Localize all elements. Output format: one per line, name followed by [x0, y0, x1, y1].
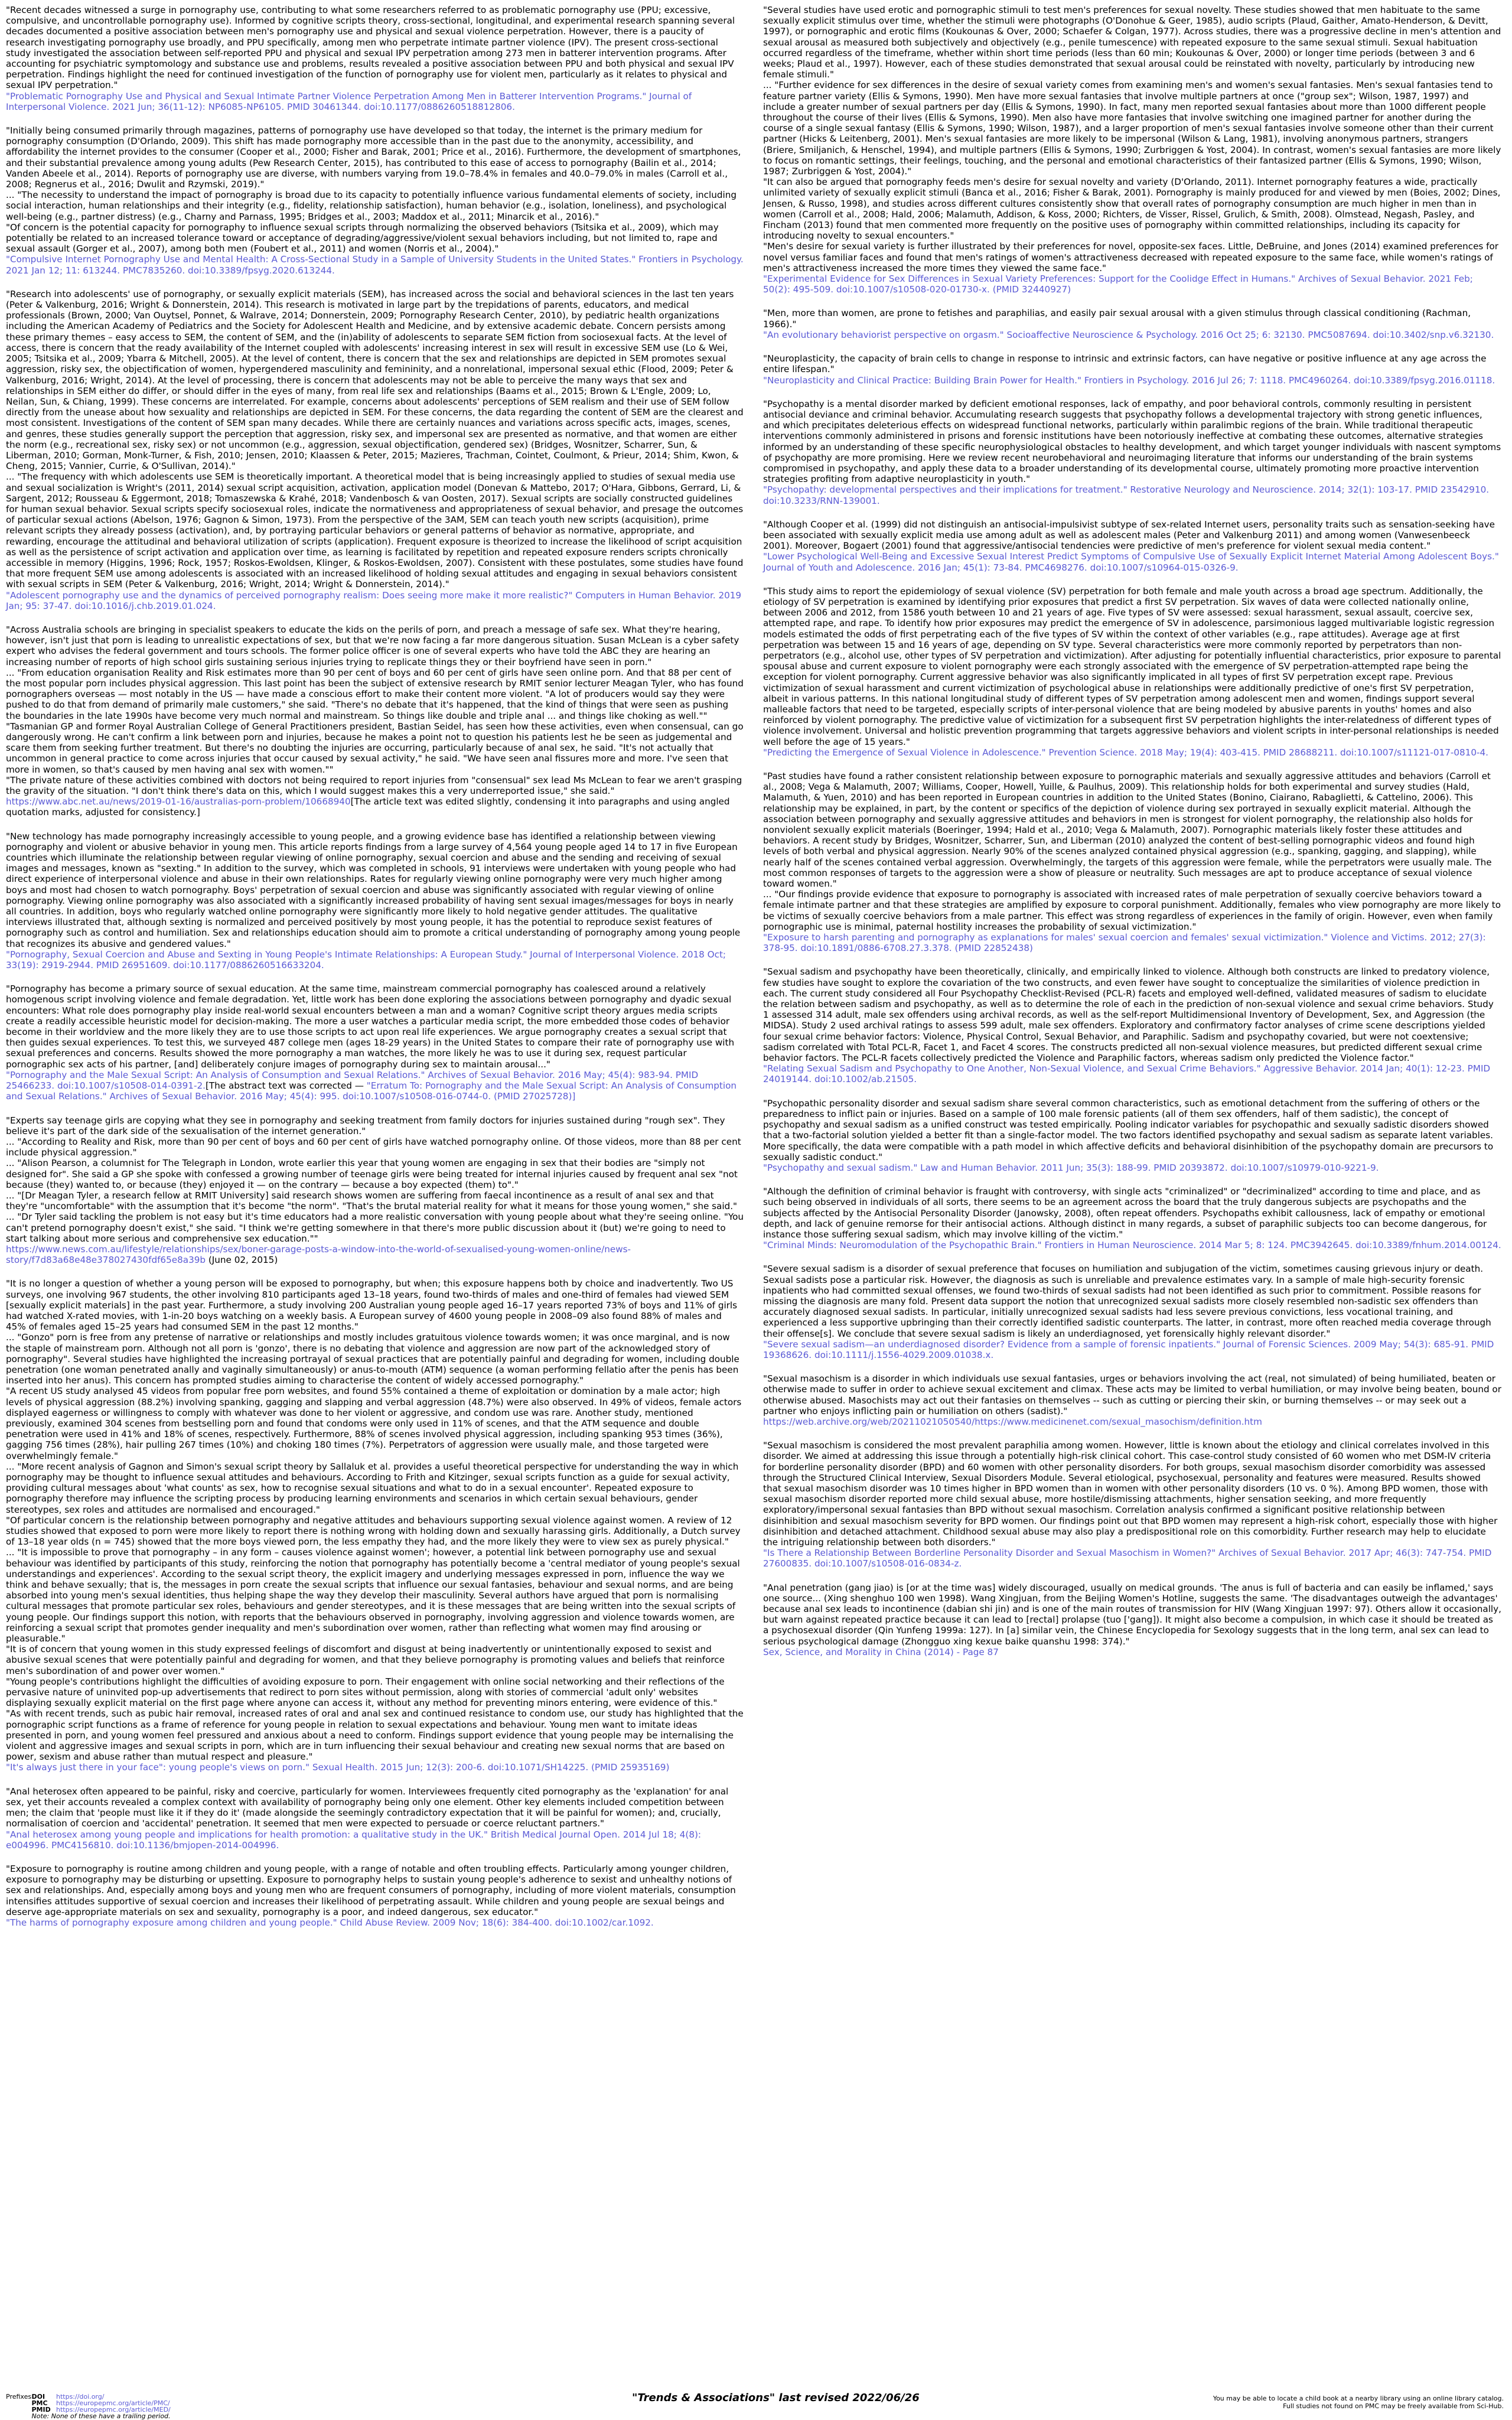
- prefix-note: Note: None of these have a trailing period.: [31, 2412, 171, 2420]
- right-column: [763, 5, 1504, 1670]
- quote-text: "Across Australia schools are bringing in specialist speakers to educate the kids on the perils of porn, and preach a message of safe sex. What they're hearing, however, isn't just that porn is leading to unrealistic expectations of sex, but that we're now facing a far more dangerous situation. Susan McLean is a cyber safety expert who advises the federal government and tours schools. The former police officer is one of several experts who have told the ABC they are hearing an increasing number of reports of high school girls sustaining serious injuries trying to replicate things they or their boyfriend have seen in porn." ... "From education organisation Reality and Risk estimates more than 90 per cent of boys and 60 per cent of girls have seen online porn. And that 88 per cent of the most popular porn includes physical aggression. This last point has been the subject of extensive research by RMIT senior lecturer Meagan Tyler, who has found pornographers overseas — most notably in the US — have made a conscious effort to make their content more violent. "A lot of producers would say they were pushed to do that from demand of primarily male customers," she said. "There's no debate that it's happened, that the kind of things that were seen as pushing the boundaries in the late 1990s have become very much normal and mainstream. So things like double and triple anal ... and things like choking as well."" "Tasmanian GP and former Royal Australian College of General Practitioners president, Bastian Seidel, has seen how these activities, even when consensual, can go dangerously wrong. He can't confirm a link between porn and injuries, because he makes a point not to question his patients lest he be seen as judgemental and scare them from seeking further treatment. But there's no doubting the injuries are occurring, particularly because of anal sex, he said. "It's not actually that uncommon in general practice to come across injuries that occur caused by sexual activity," he said. "We have seen anal fissures more and more. I've seen that more in women, so that's caused by men having anal sex with women."" "The private nature of these activities combined with doctors not being required to report injuries from "consensual" sex lead Ms McLean to fear we aren't grasping the gravity of the situation. "I don't think there's data on this, which I would suggest makes this a very underreported issue," she said.": [6, 624, 744, 797]
- revised-date: "Trends & Associations" last revised 2022/06/26: [632, 2392, 920, 2404]
- quote-entry: [763, 1373, 1504, 1427]
- quote-text: "Sexual sadism and psychopathy have been theoretically, clinically, and empirically linked to violence. Although both constructs are linked to predatory violence, few studies have sought to explore the covariation of the two constructs, and even fewer have sought to conceptualize the similarities of violence prediction in each. The current study considered all Four Psychopathy Checklist-Revised (PCL-R) facets and employed well-defined, validated measures of sadism to elucidate the relation between sadism and psychopathy, as well as to determine the role of each in the prediction of non-sexual violence and sexual crime behaviors. Study 1 assessed 314 adult, male sex offenders using archival records, as well as the self-report Multidimensional Inventory of Development, Sex, and Aggression (the MIDSA). Study 2 used archival ratings to assess 599 adult, male sex offenders. Exploratory and confirmatory factor analyses of crime scene descriptions yielded four sexual crime behavior factors: Violence, Physical Control, Sexual Behavior, and Paraphilic. Sadism and psychopathy covaried, but were not coextensive; sadism correlated with Total PCL-R, Facet 1, and Facet 4 scores. The constructs predicted all non-sexual violence measures, but predicted different sexual crime behavior factors. The PCL-R facets collectively predicted the Violence and Paraphilic factors, whereas sadism only predicted the Violence factor.": [763, 966, 1497, 1064]
- citation-link[interactable]: "Pornography and the Male Sexual Script: An Analysis of Consumption and Sexual Relations." Archives of Sexual Behavior. 2016 May; 45(4): 983-94. PMID 25466233. doi:10.1007/s10508-014-0391-2.[The abstract text was corrected — "Erratum To: Pornography and the Male Sexual Script: An Analysis of Consumption and Sexual Relations." Archives of Sexual Behavior. 2016 May; 45(4): 995. doi:10.1007/s10508-016-0744-0. (PMID 27025728)]: [6, 1069, 737, 1102]
- quote-text: "Anal heterosex often appeared to be painful, risky and coercive, particularly for women. Interviewees frequently cited pornography as the 'explanation' for anal sex, yet their accounts revealed a complex context with availability of pornography being only one element. Other key elements included competition between men; the claim that 'people must like it if they do it' (made alongside the seemingly contradictory expectation that it will be painful for women); and, crucially, normalisation of coercion and 'accidental' penetration. It seemed that men were expected to persuade or coerce reluctant partners.": [6, 1786, 732, 1829]
- disclaimer-library: You may be able to locate a child book at a nearby library using an online library catalog.: [1213, 2395, 1504, 2402]
- quote-text: "Experts say teenage girls are copying what they see in pornography and seeking treatment from family doctors for injuries sustained during "rough sex". They believe it's part of the dark side of the sexualisation of the internet generation." ... "According to Reality and Risk, more than 90 per cent of boys and 60 per cent of girls have watched pornography online. Of those videos, more than 88 per cent include physical aggression." ... "Alison Pearson, a columnist for The Telegraph in London, wrote earlier this year that young women are engaging in sex that their bodies are "simply not designed for". She said a GP she spoke with confessed a growing number of teenage girls were being treated for internal injuries caused by frequent anal sex "not because (they) wanted to, or because (they) enjoyed it — on the contrary — because a boy expected (them) to"." ... "[Dr Meagan Tyler, a research fellow at RMIT University] said research shows women are suffering from faecal incontinence as a result of anal sex and that they're "uncomfortable" with the assumption that it's become "the norm". "That's the brutal material reality for what it means for those young women," she said." ... "Dr Tyler said tackling the problem is not easy but it's time educators had a more realistic conversation with young people about what they're seeing online. "You can't pretend pornography doesn't exist," she said. "I think we're getting somewhere in that there's more public discussion about it (but) we're going to need to start talking about more serious and comprehensive sex education."": [6, 1115, 744, 1244]
- citation-link[interactable]: "Severe sexual sadism—an underdiagnosed disorder? Evidence from a sample of forensic inpatients." Journal of Forensic Sciences. 2009 May; 54(3): 685-91. PMID 19368626. doi:10.1111/j.1556-4029.2009.01038.x.: [763, 1338, 1494, 1360]
- quote-entry: [6, 624, 744, 818]
- quote-entry: [6, 125, 744, 276]
- citation-link[interactable]: https://www.abc.net.au/news/2019-01-16/australias-porn-problem/10668940[The article text was edited slightly, condensing it into paragraphs and using angled quotation marks, adjusted for consistency.]: [6, 796, 730, 818]
- citation-link[interactable]: "Compulsive Internet Pornography Use and Mental Health: A Cross-Sectional Study in a Sample of University Students in the United States." Frontiers in Psychology. 2021 Jan 12; 11: 613244. PMC7835260. doi:10.3389/fpsyg.2020.613244.: [6, 254, 744, 276]
- citation-link[interactable]: "Psychopathy: developmental perspectives and their implications for treatment." Restorative Neurology and Neuroscience. 2014; 32(1): 103-17. PMID 23542910. doi:10.3233/RNN-139001.: [763, 484, 1490, 506]
- erratum-citation-link[interactable]: "Erratum To: Pornography and the Male Sexual Script: An Analysis of Consumption and Sexual Relations." Archives of Sexual Behavior. 2016 May; 45(4): 995. doi:10.1007/s10508-016-0744-0. (PMID 27025728)]: [6, 1080, 737, 1102]
- quote-text: "Research into adolescents' use of pornography, or sexually explicit materials (SEM), has increased across the social and behavioral sciences in the last ten years (Peter & Valkenburg, 2016; Wright & Donnerstein, 2014). This research is motivated in large part by the trepidations of parents, educators, and medical professionals (Brown, 2000; Van Ouytsel, Ponnet, & Walrave, 2014; Donnerstein, 2009; Pornography Research Center, 2010), by pediatric health organizations including the American Academy of Pediatrics and the Society for Adolescent Health and Medicine, and by extensive academic debate. Concern persists among these primary themes – easy access to SEM, the content of SEM, and the (in)ability of adolescents to separate SEM fiction from sociosexual facts. At the level of access, there is concern that the ready availability of the Internet coupled with adolescents' increasing interest in sex will result in excessive SEM use (Lo & Wei, 2005; Tsitsika et al., 2009; Ybarra & Mitchell, 2005). At the level of content, there is concern that the sex and relationships are depicted in SEM promotes sexual aggression, risky sex, the objectification of women, hypergendered masculinity and femininity, and a nonrelational, impersonal sexual ethic (Flood, 2009; Peter & Valkenburg, 2016; Wright, 2014). At the level of processing, there is concern that adolescents may not be able to perceive the many ways that sex and relationships in SEM either do differ, or should differ in the eyes of many, from real life sex and relationships (Baams et al., 2015; Brown & L'Engle, 2009; Lo, Neilan, Sun, & Chiang, 1999). These concerns are interrelated. For example, concerns about adolescents' perceptions of SEM realism and their use of SEM follow directly from the unease about how sexuality and relationships are depicted in SEM. For these concerns, the data regarding the content of SEM are the clearest and most consistent. Investigations of the content of SEM span many decades. While there are certainly nuances and variations across specific acts, images, scenes, and genres, these studies generally support the perception that aggression, risky sex, and impersonal sex are presented as normative, and that women are either the norm (e.g., recreational sex, risky sex) or not uncommon (e.g., aggression, sexual objectification, gendered sex) (Bridges, Wosnitzer, Scharrer, Sun, & Liberman, 2010; Gorman, Monk-Turner, & Fish, 2010; Jensen, 2010; Klaassen & Peter, 2015; Mazieres, Trachman, Cointet, Coulmont, & Prieur, 2014; Shim, Kwon, & Cheng, 2015; Vannier, Currie, & O'Sullivan, 2014)." ... "The frequency with which adolescents use SEM is theoretically important. A theoretical model that is being increasingly applied to studies of sexual media use and sexual socialization is Wright's (2011, 2014) sexual script acquisition, activation, application model (Donevan & Mattebo, 2017; O'Hara, Gibbons, Gerrard, Li, & Sargent, 2012; Rousseau & Eggermont, 2018; Tomaszewska & Krahé, 2018; Vandenbosch & van Oosten, 2017). Sexual scripts are socially constructed guidelines for human sexual behavior. Sexual scripts specify sociosexual roles, indicate the normativeness and appropriateness of sexual behavior, and presage the outcomes of particular sexual actions (Abelson, 1976; Gagnon & Simon, 1973). From the perspective of the 3AM, SEM can teach youth new scripts (acquisition), prime relevant scripts they already possess (activation), and, by portraying particular behaviors or general patterns of behavior as normative, appropriate, and rewarding, encourage the attitudinal and behavioral utilization of scripts (application). Frequent exposure is theorized to increase the likelihood of script acquisition as well as the persistence of script activation and application over time, as learning is facilitated by repetition and repeated exposure renders scripts chronically accessible in memory (Higgins, 1996; Rock, 1957; Roskos-Ewoldsen, Klinger, & Roskos-Ewoldsen, 2007). Consistent with these postulates, some studies have found that more frequent SEM use among adolescents is associated with an increased likelihood of holding sexual attitudes and engaging in sexual behaviors consistent with sexual scripts in SEM (Peter & Valkenburg, 2016; Wright, 2014; Wright & Donnerstein, 2014).": [6, 288, 744, 590]
- citation-link[interactable]: "The harms of pornography exposure among children and young people." Child Abuse Review. 2009 Nov; 18(6): 384-400. doi:10.1002/car.1092.: [6, 1917, 654, 1928]
- quote-entry: [6, 1786, 744, 1851]
- quote-entry: [763, 519, 1501, 573]
- citation-link[interactable]: "Relating Sexual Sadism and Psychopathy to One Another, Non-Sexual Violence, and Sexual Crime Behaviors." Aggressive Behavior. 2014 Jan; 40(1): 12-23. PMID 24019144. doi:10.1002/ab.21505.: [763, 1063, 1491, 1085]
- quote-entry: [763, 398, 1504, 506]
- citation-link[interactable]: "Lower Psychological Well-Being and Excessive Sexual Interest Predict Symptoms of Compulsive Use of Sexually Explicit Internet Material Among Adolescent Boys." Journal of Youth and Adolescence. 2016 Jan; 45(1): 73-84. PMC4698276. doi:10.1007/s10964-015-0326-9.: [763, 551, 1499, 573]
- citation-link[interactable]: "Neuroplasticity and Clinical Practice: Building Brain Power for Health." Frontiers in Psychology. 2016 Jul 26; 7: 1118. PMC4960264. doi:10.3389/fpsyg.2016.01118.: [763, 374, 1495, 386]
- citation-link[interactable]: "Criminal Minds: Neuromodulation of the Psychopathic Brain." Frontiers in Human Neuroscience. 2014 Mar 5; 8: 124. PMC3942645. doi:10.3389/fnhum.2014.00124.: [763, 1240, 1501, 1251]
- quote-entry: [763, 1440, 1501, 1569]
- quote-text: "Men, more than women, are prone to fetishes and paraphilias, and easily pair sexual arousal with a given stimulus through classical conditioning (Rachman, 1966).": [763, 308, 1474, 330]
- citation-link[interactable]: "Anal heterosex among young people and implications for health promotion: a qualitative study in the UK." British Medical Journal Open. 2014 Jul 18; 4(8): e004996. PMC4156810. doi:10.1136/bmjopen-2014-004996.: [6, 1829, 702, 1851]
- citation-link[interactable]: "Predicting the Emergence of Sexual Violence in Adolescence." Prevention Science. 2018 May; 19(4): 403-415. PMID 28688211. doi:10.1007/s11121-017-0810-4.: [763, 747, 1488, 758]
- quote-text: "Although the definition of criminal behavior is fraught with controversy, with single acts "criminalized" or "decriminalized" according to time and place, and as such being observed in individuals of all sorts, there seems to be an agreement across the board that the truly dangerous subjects are psychopaths and the subjects affected by the Antisocial Personality Disorder (Janowsky, 2008), often repeat offenders. Psychopaths exhibit callousness, lack of empathy or emotional depth, and lack of genuine remorse for their antisocial actions. Although distinct in many regards, a subset of paraphilic subjects too can become dangerous, for instance those suffering sexual sadism, which may involve killing of the victim.": [763, 1186, 1490, 1240]
- quote-entry: [6, 983, 744, 1102]
- citation-note: [The abstract text was corrected —: [205, 1080, 367, 1092]
- citation-link[interactable]: "Problematic Pornography Use and Physical and Sexual Intimate Partner Violence Perpetration Among Men in Batterer Intervention Programs." Journal of Interpersonal Violence. 2021 Jun; 36(11-12): NP6085-NP6105. PMID 30461344. doi:10.1177/0886260518812806.: [6, 90, 692, 112]
- citation-link[interactable]: Sex, Science, and Morality in China (2014) - Page 87: [763, 1646, 999, 1657]
- quote-entry: [763, 308, 1501, 340]
- quote-text: "Past studies have found a rather consistent relationship between exposure to pornographic materials and sexually aggressive attitudes and behaviors (Carroll et al., 2008; Vega & Malamuth, 2007; Williams, Cooper, Howell, Yuille, & Paulhus, 2009). This relationship holds for both experimental and survey studies (Hald, Malamuth, & Yuen, 2010) and has been reported in European countries in addition to the United States (Bonino, Ciairano, Rabaglietti, & Cattelino, 2006). This relationship may be explained, in part, by the content or specifics of the depiction of violence during sex portrayed in sexually explicit material. Although the association between pornography and sexually aggressive attitudes and behaviors in men is strongest for violent pornography, the relationship also holds for nonviolent sexually explicit materials (Boeringer, 1994; Hald et al., 2010; Vega & Malamuth, 2007). Pornographic materials likely foster these attitudes and behaviors. A recent study by Bridges, Wosnitzer, Scharrer, Sun, and Liberman (2010) analyzed the content of best-selling pornographic videos and found high levels of both verbal and physical aggression. Nearly 90% of the scenes analyzed contained physical aggression (e.g., spanking, gagging, and slapping), while nearly half of the scenes contained verbal aggression. Overwhelmingly, the targets of this aggression were female, while the perpetrators were usually male. The most common responses of targets to the aggression were a show of pleasure or neutrality. Such messages are apt to produce acceptance of sexual violence toward women." ... "Our findings provide evidence that exposure to pornography is associated with increased rates of male perpetration of sexually coercive behaviors toward a female intimate partner and that these strategies are amplified by exposure to corporal punishment. Additionally, females who view pornography are more likely to be victims of sexually coercive behaviors from a male partner. This effect was strong regardless of experiences in the family of origin. However, even when family pornographic use is minimal, paternal hostility increases the probability of sexual victimization.": [763, 771, 1501, 932]
- quote-text: "Initially being consumed primarily through magazines, patterns of pornography use have developed so that today, the internet is the primary medium for pornography consumption (D'Orlando, 2009). This shift has made pornography more accessible than in the past due to the anonymity, accessibility, and affordability the internet provides to the consumer (Cooper et al., 2000; Fisher and Barak, 2001; Price et al., 2016). Furthermore, the development of smartphones, and their substantial prevalence among young adults (Pew Research Center, 2015), has contributed to this ease of access to pornography (Bailin et al., 2014; Vanden Abeele et al., 2014). Reports of pornography use are diverse, with numbers varying from 19.0–78.4% in females and 40.0–79.0% in males (Carroll et al., 2008; Regnerus et al., 2016; Dwulit and Rzymski, 2019)." ... "The necessity to understand the impact of pornography is broad due to its capacity to potentially influence various fundamental elements of society, including social interaction, human relationships and their integrity (e.g., fidelity, relationship satisfaction), human behavior (e.g., isolation, loneliness), and psychological well-being (e.g., partner distress) (e.g., Charny and Parnass, 1995; Bridges et al., 2003; Maddox et al., 2011; Minarcik et al., 2016)." "Of concern is the potential capacity for pornography to influence sexual scripts through normalizing the observed behaviors (Tsitsika et al., 2009), which may potentially be related to an increased tolerance toward or acceptance of degrading/aggressive/violent sexual behaviors including, but not limited to, rape and sexual assault (Gorger et al., 2007), among both men (Foubert et al., 2011) and women (Norris et al., 2004).": [6, 125, 741, 255]
- quote-entry: [763, 1186, 1501, 1250]
- citation-link[interactable]: "Pornography, Sexual Coercion and Abuse and Sexting in Young People's Intimate Relationships: A European Study." Journal of Interpersonal Violence. 2018 Oct; 33(19): 2919-2944. PMID 26951609. doi:10.1177/0886260516633204.: [6, 949, 726, 971]
- citation-link[interactable]: "It's always just there in your face": young people's views on porn." Sexual Health. 2015 Jun; 12(3): 200-6. doi:10.1071/SH14225. (PMID 25935169): [6, 1762, 670, 1773]
- quote-entry: [763, 966, 1501, 1084]
- prefix-list: [6, 2393, 171, 2419]
- quote-entry: [6, 1864, 744, 1928]
- quote-text: "Exposure to pornography is routine among children and young people, with a range of notable and often troubling effects. Particularly among younger children, exposure to pornography may be disturbing or upsetting. Exposure to pornography helps to sustain young people's adherence to sexist and unhealthy notions of sex and relationships. And, especially among boys and young men who are frequent consumers of pornography, including of more violent materials, consumption intensifies attitudes supportive of sexual coercion and increases their likelihood of perpetrating assault. While children and young people are sexual beings and deserve age-appropriate materials on sex and sexuality, pornography is a poor, and indeed dangerous, sex educator.": [6, 1863, 739, 1917]
- quote-text: "Psychopathic personality disorder and sexual sadism share several common characteristics, such as emotional detachment from the suffering of others or the preparedness to inflict pain or injuries. Based on a sample of 100 male forensic patients (all of them sex offenders, half of them sadistic), the concept of psychopathy and sexual sadism as a unified construct was tested empirically. Pooling indicator variables for psychopathic and sexually sadistic disorders showed that a two-factorial solution yielded a better fit than a single-factor model. The two factors identified psychopathy and sexual sadism as separate latent variables. More specifically, the data were compatible with a path model in which affective deficits and behavioral disinhibition of the psychopathy domain are precursors to sexually sadistic conduct.": [763, 1097, 1496, 1162]
- citation-link[interactable]: "Adolescent pornography use and the dynamics of perceived pornography realism: Does seeing more make it more realistic?" Computers in Human Behavior. 2019 Jan; 95: 37-47. doi:10.1016/j.chb.2019.01.024.: [6, 589, 742, 611]
- citation-link[interactable]: https://web.archive.org/web/20211021050540/https://www.medicinenet.com/sexual_masochism/definition.htm: [763, 1416, 1262, 1427]
- quote-text: "Neuroplasticity, the capacity of brain cells to change in response to intrinsic and extrinsic factors, can have negative or positive influence at any age across the entire lifespan.": [763, 353, 1490, 375]
- quote-entry: [763, 585, 1504, 758]
- quote-text: "Anal penetration (gang jiao) is [or at the time was] widely discouraged, usually on medical grounds. 'The anus is full of bacteria and can easily be inflamed,' says one source... (Xing shenghuo 100 wen 1998). Wang Xingjuan, from the Beijing Women's Hotline, suggests the same. 'The disadvantages outweigh the advantages' because anal sex leads to incontinence (dabian shi jin) and is one of the main routes of transmission for HIV (Wang Xingjuan 1997: 97). Others allow it occasionally, but warn against repeated practice because it can lead to [rectal] prolapse (tuo ['gang]). It might also become a compulsion, in which case it should be treated as a psychosexual disorder (Qin Yunfeng 1999a: 127). In [a] similar vein, the Chinese Encyclopedia for Sexology suggests that in the long term, anal sex can lead to serious psychological damage (Zhongguo xing kexue baike quanshu 1998: 374).": [763, 1582, 1504, 1647]
- quote-text: "New technology has made pornography increasingly accessible to young people, and a growing evidence base has identified a relationship between viewing pornography and violent or abusive behavior in young men. This article reports findings from a large survey of 4,564 young people aged 14 to 17 in five European countries which illuminate the relationship between regular viewing of online pornography, sexual coercion and abuse and the sending and receiving of sexual images and messages, known as "sexting." In addition to the survey, which was completed in schools, 91 interviews were undertaken with young people who had direct experience of interpersonal violence and abuse in their own relationships. Rates for regularly viewing online pornography were very much higher among boys and most had chosen to watch pornography. Boys' perpetration of sexual coercion and abuse was significantly associated with regular viewing of online pornography. Viewing online pornography was also associated with a significantly increased probability of having sent sexual images/messages for boys in nearly all countries. In addition, boys who regularly watched online pornography were significantly more likely to hold negative gender attitudes. The qualitative interviews illustrated that, although sexting is normalized and perceived positively by most young people, it has the potential to reproduce sexist features of pornography such as control and humiliation. Sex and relationships education should aim to promote a critical understanding of pornography among young people that recognizes its abusive and gendered values.": [6, 830, 744, 949]
- citation-link[interactable]: "Experimental Evidence for Sex Differences in Sexual Variety Preferences: Support for the Coolidge Effect in Humans." Archives of Sexual Behavior. 2021 Feb; 50(2): 495-509. doi:10.1007/s10508-020-01730-x. (PMID 32440927): [763, 273, 1473, 295]
- prefixes-label: Prefixes:: [6, 2393, 34, 2401]
- prefix-pmid-link[interactable]: https://europepmc.org/article/MED/: [56, 2406, 171, 2414]
- quote-entry: [763, 771, 1501, 953]
- citation-link[interactable]: "Psychopathy and sexual sadism." Law and Human Behavior. 2011 Jun; 35(3): 188-99. PMID 20393872. doi:10.1007/s10979-010-9221-9.: [763, 1162, 1379, 1173]
- quote-entry: [6, 831, 744, 971]
- citation-link[interactable]: "Is There a Relationship Between Borderline Personality Disorder and Sexual Masochism in Women?" Archives of Sexual Behavior. 2017 Apr; 46(3): 747-754. PMID 27600835. doi:10.1007/s10508-016-0834-z.: [763, 1548, 1492, 1569]
- quote-entry: [6, 1115, 744, 1266]
- quote-entry: [763, 1263, 1501, 1360]
- quote-entry: [6, 5, 744, 112]
- quote-text: "Although Cooper et al. (1999) did not distinguish an antisocial-impulsivist subtype of sex-related Internet users, personality traits such as sensation-seeking have been associated with sexually explicit media use among adult as well as adolescent males (Peter and Valkenburg 2011) and among women (Vanwesenbeeck 2001). Moreover, Bogaert (2001) found that aggressive/antisocial tendencies were predictive of men's preference for violent sexual media content.": [763, 519, 1498, 552]
- quote-entry: [763, 1582, 1504, 1657]
- quote-entry: [763, 353, 1501, 386]
- quote-text: "It is no longer a question of whether a young person will be exposed to pornography, but when; this exposure happens both by choice and inadvertently. Two US surveys, one involving 967 students, the other involving 810 participants aged 13–18 years, found two-thirds of males and one-third of females had viewed SEM [sexually explicit materials] in the past year. Furthermore, a study involving 200 Australian young people aged 16–17 years reported 73% of boys and 11% of girls had watched X-rated movies, with 1-in-20 boys watching on a weekly basis. A European survey of 4600 young people in 2008–09 also found 88% of males and 45% of females aged 15–25 years had consumed SEM in the past 12 months." ... "Gonzo" porn is free from any pretense of narrative or relationships and mostly includes gratuitous violence towards women; it was once marginal, and is now the staple of mainstream porn. Although not all porn is 'gonzo', there is no debating that violence and aggression are now part of the acknowledged story of pornography". Several studies have highlighted the increasing portrayal of sexual practices that are potentially painful and degrading for women, including double penetration (one woman penetrated anally and vaginally simultaneously) or anus-to-mouth (ATM) sequence (a woman performing fellatio after the penis has been inserted into her anus). This concern has prompted studies aiming to characterise the content of widely accessed pornography." "A recent US study analysed 45 videos from popular free porn websites, and found 55% contained a theme of exploitation or domination by a male actor; high levels of physical aggression (88.2%) involving spanking, gagging and slapping and verbal aggression (48.7%) were also observed. In 49% of videos, female actors displayed eagerness or willingness to comply with whatever was done to her violent or aggressive, and condom use was rare. Another study, mentioned previously, examined 304 scenes from bestselling porn and found that condoms were only used in 11% of scenes, and that the ATM sequence and double penetration were used in 41% and 18% of scenes, respectively. Furthermore, 88% of scenes involved physical aggression, including spanking 953 times (36%), gagging 756 times (28%), hair pulling 267 times (10%) and choking 180 times (7%). Perpetrators of aggression were usually male, and those targeted were overwhelmingly female." ... "More recent analysis of Gagnon and Simon's sexual script theory by Sallaluk et al. provides a useful theoretical perspective for understanding the way in which pornography may be thought to influence sexual attitudes and behaviours. According to Frith and Kitzinger, sexual scripts function as a guide for sexual activity, providing cultural messages about 'what counts' as sex, how to recognise sexual situations and what to do in a sexual encounter'. Repeated exposure to pornography therefore may influence the scripting process by producing learning environments and scenarios in which certain sexual behaviours, gender stereotypes, sex roles and attitudes are normalised and encouraged." "Of particular concern is the relationship between pornography and negative attitudes and behaviours supporting sexual violence against women. A review of 12 studies showed that exposed to porn were more likely to report there is nothing wrong with holding down and sexually harassing girls. Additionally, a Dutch survey of 13–18 year olds (n = 745) showed that the more boys viewed porn, the less empathy they had, and the more likely they were to view sex as purely physical." ... "It is impossible to prove that pornography – in any form – causes violence against women'; however, a potential link between pornography use and sexual behaviour was identified by participants of this study, reinforcing the notion that pornography has potentially become a 'central mediator of young people's sexual understandings and experiences'. According to the sexual script theory, the explicit imagery and underlying messages expressed in porn, influence the way we think and behave sexually; that is, the messages in porn create the sexual scripts that influence our sexual fantasies, behaviour and sexual norms, and are being absorbed into young men's sexual identities, thus helping shape the way they develop their masculinity. Several authors have argued that porn is normalising cultural messages that promote particular sex roles, behaviours and gender stereotypes, and it is these messages that are being written into the sexual scripts of young people. Our findings support this notion, with reports that the behaviours observed in pornography, involving aggression and violence towards women, are reinforcing a sexual script that promotes gender inequality and men's subordination over women, rather than reflecting what women may find arousing or pleasurable." "It is of concern that young women in this study expressed feelings of discomfort and disgust at being inadvertently or unintentionally exposed to sexist and abusive sexual scenes that were potentially painful and degrading for women, and that they believe pornography is promoting values and beliefs that reinforce men's subordination of and power over women." "Young people's contributions highlight the difficulties of avoiding exposure to porn. Their engagement with online social networking and their reflections of the pervasive nature of uninvited pop-up advertisements that redirect to porn sites without permission, along with stories of commercial 'adult only' websites displaying sexually explicit material on the first page where anyone can access it, without any method for preventing minors entering, were evidence of this." "As with recent trends, such as pubic hair removal, increased rates of oral and anal sex and continued resistance to condom use, our study has highlighted that the pornographic script functions as a frame of reference for young people in relation to sexual expectations and behaviour. Young men want to imitate ideas presented in porn, and young women feel pressured and anxious about a need to conform. Findings support evidence that young people may be internalising the violent and aggressive images and sexual scripts in porn, which are in turn influencing their sexual behaviour and creating new sexual norms that are based on power, sexism and abuse rather than mutual respect and pleasure.": [6, 1278, 744, 1763]
- citation-note: [The article text was edited slightly, condensing it into paragraphs and using angled quotation marks, adjusted for consistency.]: [6, 796, 730, 818]
- quote-entry: [763, 1098, 1501, 1173]
- quote-entry: [6, 289, 744, 611]
- quote-text: "This study aims to report the epidemiology of sexual violence (SV) perpetration for both female and male youth across a broad age spectrum. Additionally, the etiology of SV perpetration is examined by identifying prior exposures that predict a first SV perpetration. Six waves of data were collected nationally online, between 2006 and 2012, from 1586 youth between 10 and 21 years of age. Five types of SV were assessed: sexual harassment, sexual assault, coercive sex, attempted rape, and rape. To identify how prior exposures may predict the emergence of SV in adolescence, parsimonious lagged multivariable logistic regression models estimated the odds of first perpetrating each of the five types of SV within the context of other variables (e.g., rape attitudes). Average age at first perpetration was between 15 and 16 years of age, depending on SV type. Several characteristics were more commonly reported by perpetrators than non-perpetrators (e.g., alcohol use, other types of SV perpetration and victimization). After adjusting for potentially influential characteristics, prior exposure to parental spousal abuse and current exposure to violent pornography were each strongly associated with the emergence of SV perpetration-attempted rape being the exception for violent pornography. Current aggressive behavior was also significantly implicated in all types of first SV perpetration except rape. Previous victimization of sexual harassment and current victimization of psychological abuse in relationships were additionally predictive of one's first SV perpetration, albeit in various patterns. In this national longitudinal study of different types of SV perpetration among adolescent men and women, findings support several malleable factors that need to be targeted, especially scripts of inter-personal violence that are being modeled by abusive parents in youths' homes and also reinforced by violent pornography. The predictive value of victimization for a subsequent first SV perpetration highlights the inter-relatedness of different types of violence involvement. Universal and holistic prevention programming that targets aggressive behaviors and violent scripts in inter-personal relationships is needed well before the age of 15 years.": [763, 585, 1504, 747]
- citation-note: (June 02, 2015): [206, 1255, 278, 1266]
- quote-text: "Psychopathy is a mental disorder marked by deficient emotional responses, lack of empathy, and poor behavioral controls, commonly resulting in persistent antisocial deviance and criminal behavior. Accumulating research suggests that psychopathy follows a developmental trajectory with strong genetic influences, and which precipitates deleterious effects on widespread functional networks, particularly within paralimbic regions of the brain. While traditional therapeutic interventions commonly administered in prisons and forensic institutions have been notoriously ineffective at combating these outcomes, alternative strategies informed by an understanding of these specific neurophysiological obstacles to healthy development, and which target younger individuals with nascent symptoms of psychopathy are more promising. Here we review recent neurobehavioral and neuroimaging literature that informs our understanding of the brain systems compromised in psychopathy, and apply these data to a broader understanding of its developmental course, ultimately promoting more proactive intervention strategies profiting from adaptive neuroplasticity in youth.": [763, 398, 1504, 485]
- quote-text: "Sexual masochism is a disorder in which individuals use sexual fantasies, urges or behaviors involving the act (real, not simulated) of being humiliated, beaten or otherwise made to suffer in order to achieve sexual excitement and climax. These acts may be limited to verbal humiliation, or may involve being beaten, bound or otherwise abused. Masochists may act out their fantasies on themselves -- such as cutting or piercing their skin, or burning themselves -- or may seek out a partner who enjoys inflicting pain or humiliation on others (sadist).": [763, 1373, 1504, 1416]
- quote-entry: [763, 5, 1501, 295]
- prefix-pmc-link[interactable]: https://europepmc.org/article/PMC/: [56, 2399, 170, 2407]
- quote-entry: [6, 1278, 744, 1773]
- quote-text: "Severe sexual sadism is a disorder of sexual preference that focuses on humiliation and subjugation of the victim, sometimes causing grievous injury or death. Sexual sadists pose a particular risk. However, the diagnosis as such is unreliable and prevalence estimates vary. In a sample of male high-security forensic inpatients who had committed sexual offenses, we found two-thirds of sexual sadists had not been identified as such prior to commitment. Possible reasons for missing the diagnosis are many fold. Present data support the notion that unrecognized sexual sadists more closely resembled non-sadistic sex offenders than accurately diagnosed sexual sadists. In particular, initially unrecognized sexual sadists had less severe previous convictions, less vocational training, and experienced a less supportive upbringing than their correctly identified sadistic counterparts. The latter, in contrast, more often reached media coverage through their offense[s]. We conclude that severe sexual sadism is likely an underdiagnosed, yet forensically highly relevant disorder.": [763, 1263, 1494, 1339]
- quote-text: "Pornography has become a primary source of sexual education. At the same time, mainstream commercial pornography has coalesced around a relatively homogenous script involving violence and female degradation. Yet, little work has been done exploring the associations between pornography and dyadic sexual encounters: What role does pornography play inside real-world sexual encounters between a man and a woman? Cognitive script theory argues media scripts create a readily accessible heuristic model for decision-making. The more a user watches a particular media script, the more embedded those codes of behavior become in their worldview and the more likely they are to use those scripts to act upon real life experiences. We argue pornography creates a sexual script that then guides sexual experiences. To test this, we surveyed 487 college men (ages 18-29 years) in the United States to compare their rate of pornography use with sexual preferences and concerns. Results showed the more pornography a man watches, the more likely he was to use it during sex, request particular pornographic sex acts of his partner, [and] deliberately conjure images of pornography during sex to maintain arousal...": [6, 983, 737, 1070]
- quote-text: "Recent decades witnessed a surge in pornography use, contributing to what some researchers referred to as problematic pornography use (PPU; excessive, compulsive, and uncontrollable pornography use). Informed by cognitive scripts theory, cross-sectional, longitudinal, and experimental research spanning several decades documented a positive association between men's pornography use and physical and sexual violence perpetration. However, there is a paucity of research investigating pornography use broadly, and PPU specifically, among men who perpetrate intimate partner violence (IPV). The present cross-sectional study investigated the association between self-reported PPU and physical and sexual IPV perpetration among 273 men in batterer intervention programs. After accounting for psychiatric symptomology and substance use and problems, results revealed a positive association between PPU and both physical and sexual IPV perpetration. Findings highlight the need for continued investigation of the function of pornography use for violent men, particularly as it relates to physical and sexual IPV perpetration.": [6, 5, 738, 91]
- prefix-doi-link[interactable]: https://doi.org/: [56, 2393, 105, 2401]
- disclaimer: [1173, 2395, 1504, 2410]
- left-column: [6, 5, 744, 1941]
- page-footer: [0, 2392, 1512, 2419]
- citation-link[interactable]: "An evolutionary behaviorist perspective on orgasm." Socioaffective Neuroscience & Psychology. 2016 Oct 25; 6: 32130. PMC5087694. doi:10.3402/snp.v6.32130.: [763, 329, 1494, 340]
- citation-link[interactable]: "Exposure to harsh parenting and pornography as explanations for males' sexual coercion and females' sexual victimization." Violence and Victims. 2012; 27(3): 378-95. doi:10.1891/0886-6708.27.3.378. (PMID 22852438): [763, 932, 1486, 954]
- prefix-doi-key: DOI: [31, 2393, 45, 2401]
- disclaimer-scihub: Full studies not found on PMC may be freely available from Sci-Hub.: [1283, 2402, 1504, 2410]
- quote-text: "Several studies have used erotic and pornographic stimuli to test men's preferences for sexual novelty. These studies showed that men habituate to the same sexually explicit stimulus over time, whether the stimuli were photographs (O'Donohue & Geer, 1985), audio scripts (Plaud, Gaither, Amato-Henderson, & Devitt, 1997), or pornographic and erotic films (Koukounas & Over, 2000; Schaefer & Colgan, 1977). Across studies, there was a progressive decline in men's attention and sexual arousal as measured both subjectively and objectively (e.g., penile tumescence) with repeated exposure to the same sexual stimuli. Sexual habituation occurred regardless of the timeframe, whether within short time periods (less than 60 min; Koukounas & Over, 2000) or longer time periods (between 3 and 6 weeks; Plaud et al., 1997). However, each of these studies demonstrated that sexual arousal could be reinstated with novelty, particularly by introducing new female stimuli." ... "Further evidence for sex differences in the desire of sexual variety comes from examining men's and women's sexual fantasies. Men's sexual fantasies tend to feature partner variety (Ellis & Symons, 1990). Men have more sexual fantasies that involve multiple partners at once ("group sex"; Wilson, 1987, 1997) and include a greater number of sexual partners per day (Ellis & Symons, 1990). In fact, many men reported sexual fantasies about more than 1000 different people throughout the course of their lives (Ellis & Symons, 1990). Men also have more fantasies that involve switching one imagined partner for another during the course of a single sexual fantasy (Ellis & Symons, 1990; Wilson, 1987), and a larger proportion of men's sexual fantasies involve someone other than their current partner (Hicks & Leitenberg, 2001). Men's sexual fantasies are more likely to be impersonal (Wilson & Lang, 1981), involving anonymous partners, strangers (Briere, Smiljanich, & Henschel, 1994), and multiple partners (Ellis & Symons, 1990; Zurbriggen & Yost, 2004). In contrast, women's sexual fantasies are more likely to focus on romantic settings, their feelings, touching, and the personal and emotional characteristics of their fantasized partner (Ellis & Symons, 1990; Wilson, 1987; Zurbriggen & Yost, 2004)." "It can also be argued that pornography feeds men's desire for sexual novelty and variety (D'Orlando, 2011). Internet pornography features a wide, practically unlimited variety of sexually explicit stimuli (Banca et al., 2016; Fisher & Barak, 2001). Pornography is mainly produced for and viewed by men (Boies, 2002; Dines, Jensen, & Russo, 1998), and studies across different cultures consistently show that overall rates of pornography consumption are much higher in men than in women (Carroll et al., 2008; Hald, 2006; Malamuth, Addison, & Koss, 2000; Richters, de Visser, Rissel, Grulich, & Smith, 2008). Olmstead, Negash, Pasley, and Fincham (2013) found that men commented more frequently on the positive uses of pornography within committed relationships, including its capacity for introducing novelty to sexual encounters." "Men's desire for sexual variety is further illustrated by their preferences for novel, opposite-sex faces. Little, DeBruine, and Jones (2014) examined preferences for novel versus familiar faces and found that men's ratings of women's attractiveness decreased with repeated exposure to the same face, while women's ratings of men's attractiveness increased the more times they viewed the same face.": [763, 5, 1501, 273]
- quote-text: "Sexual masochism is considered the most prevalent paraphilia among women. However, little is known about the etiology and clinical correlates involved in this disorder. We aimed at addressing this issue through a potentially high-risk clinical cohort. This case-control study consisted of 60 women who met DSM-IV criteria for borderline personality disorder (BPD) and 60 women with other personality disorders. For both groups, sexual masochism disorder comorbidity was assessed through the Structured Clinical Interview, Sexual Disorders Module. Several etiological, psychosexual, personality and features were measured. Results showed that sexual masochism disorder was 10 times higher in BPD women than in women with other personality disorders (10 vs. 0 %). Among BPD women, those with sexual masochism disorder reported more child sexual abuse, more hostile/dismissing attachments, higher sensation seeking, and more frequently exploratory/impersonal sexual fantasies than BPD without sexual masochism. Correlation analysis confirmed a significant positive relationship between disinhibition and sexual masochism severity for BPD women. Our findings point out that BPD women may represent a high-risk cohort, especially those with higher disinhibition and detached attachment. Childhood sexual abuse may also play a predispositional role on this comorbidity. Further research may help to elucidate the intriguing relationship between both disorders.": [763, 1440, 1501, 1548]
- prefix-pmc-key: PMC: [31, 2399, 48, 2407]
- citation-link[interactable]: https://www.news.com.au/lifestyle/relationships/sex/boner-garage-posts-a-window-into-the-world-of-sexualised-young-women-online/news-story/f7d83a68e48e378027430fdf65e8a39b (June 02, 2015): [6, 1243, 631, 1266]
- prefix-pmid-key: PMID: [31, 2406, 51, 2414]
